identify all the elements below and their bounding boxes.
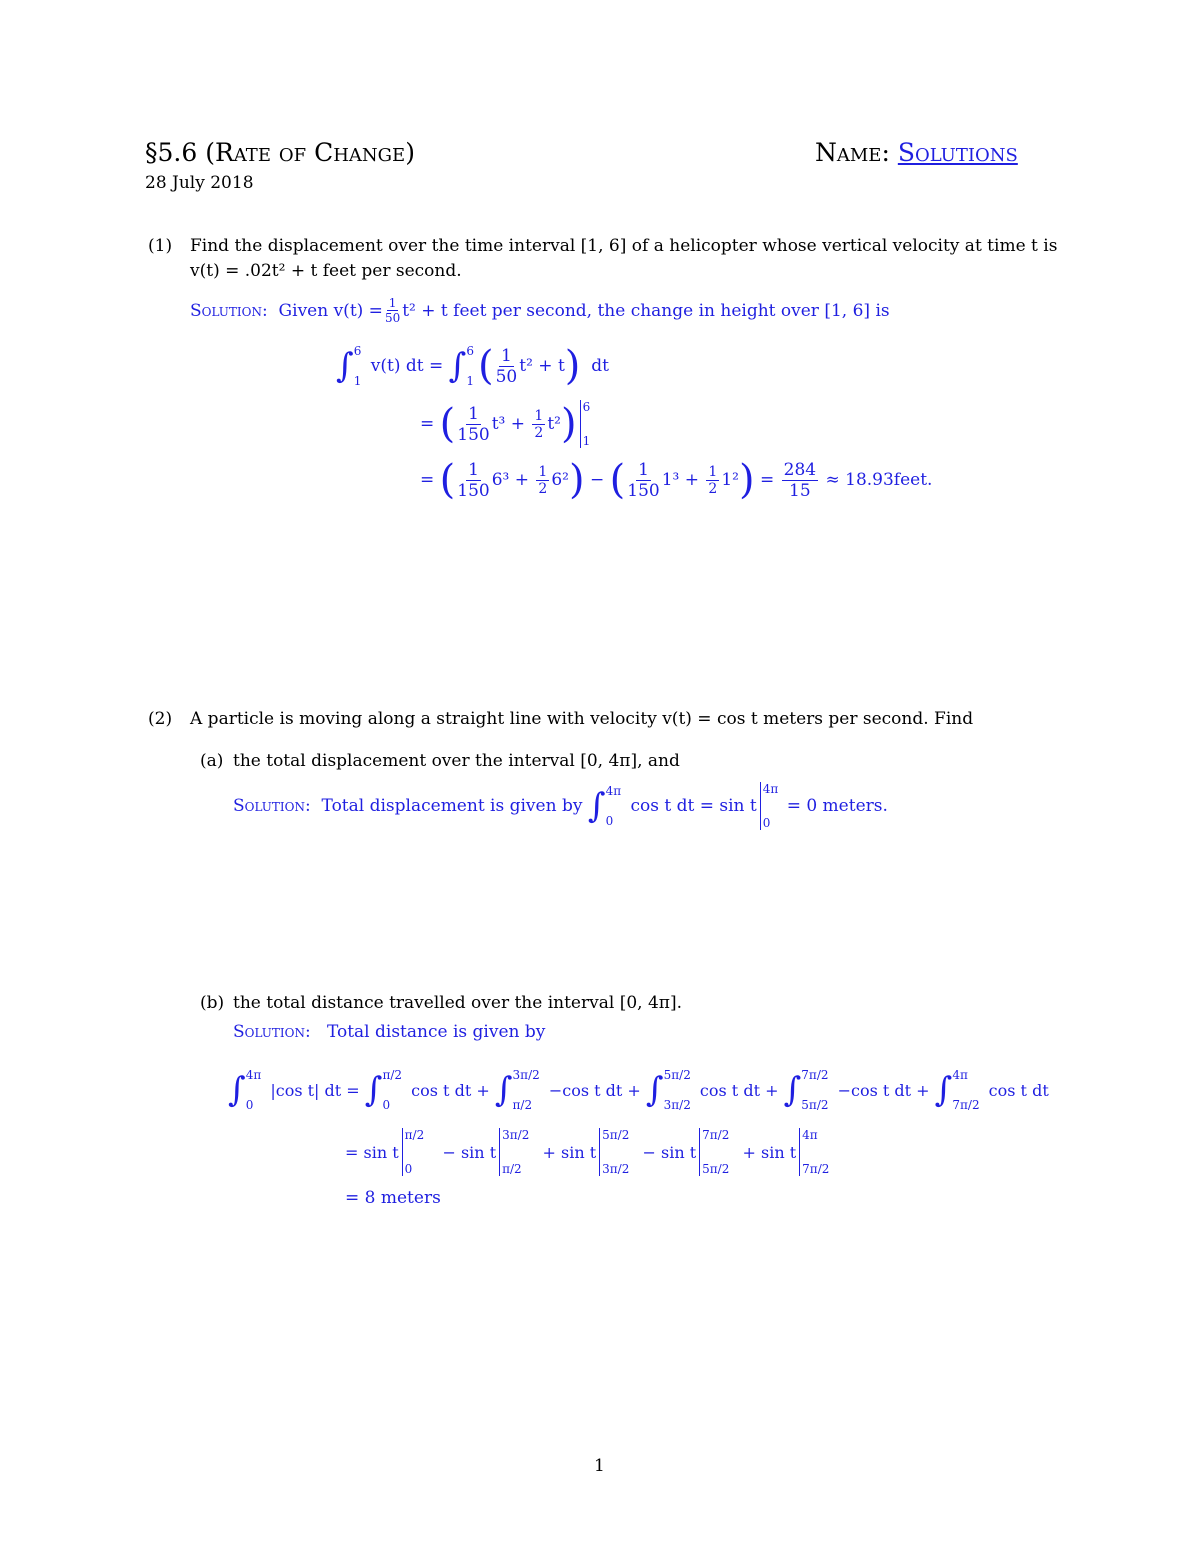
integral-line-1: ∫ 6 1 v(t) dt = ∫ 6 1 ( $\frac{1}{50}$ t² + t ) dt (336, 343, 609, 389)
solution-label: Solution: (233, 796, 311, 816)
distance-integral-line-2: = sin t π/2 0 − sin t 3π/2 π/2 + sin t 5π/2 3π/2 − sin t 7π/2 5π/2 + sin t 4π 7π/2 (345, 1128, 830, 1176)
part-a-result: = 0 meters. (786, 796, 888, 816)
solution-intro: Given v(t) = (278, 300, 383, 321)
solution-intro: Total distance is given by (326, 1022, 546, 1042)
integral-line-2: = ( $\frac{1}{150}$ t³ + $\frac{1}{2}$ t² ) 6 1 (420, 400, 591, 448)
name-label: Name: (815, 138, 890, 167)
section-title: (Rate of Change) (205, 138, 415, 167)
document-date: 28 July 2018 (145, 173, 254, 193)
distance-integral-line-1: ∫ 4π 0 |cos t| dt = ∫ π/2 0 cos t dt + ∫ 3π/2 π/2 −cos t dt + ∫ 5π/2 3π/2 cos t dt + ∫ 7π/2 5π/2 −cos t dt + ∫ 4π 7π/2 cos t dt (228, 1068, 1049, 1112)
problem-2-text: A particle is moving along a straight line with velocity v(t) = cos t meters per second. Find (190, 709, 974, 729)
part-a-label: (a) (200, 751, 224, 771)
solution-intro: Total displacement is given by (321, 796, 583, 816)
integral-limits: 6 1 (466, 344, 474, 388)
frac-num: 1 (388, 296, 397, 310)
part-a-solution: Solution: Total displacement is given by ∫ 4π 0 cos t dt = sin t 4π 0 = 0 meters. (233, 782, 888, 830)
problem-1-solution (190, 296, 890, 325)
part-a-text: the total displacement over the interval [0, 4π], and (233, 751, 680, 771)
section-number: §5.6 (145, 138, 198, 167)
fraction-1-50 (385, 296, 400, 325)
part-b-solution (233, 1022, 545, 1042)
page-header (145, 138, 415, 167)
page-number: 1 (594, 1456, 605, 1476)
solution-label: Solution: (233, 1022, 311, 1042)
name-value: Solutions (897, 138, 1018, 167)
integral-sign-icon: ∫ (448, 346, 467, 386)
integral-sign-icon: ∫ (336, 346, 354, 386)
integral-limits: 6 1 (353, 344, 362, 388)
frac-den: 50 (384, 311, 401, 325)
solution-continuation: t² + t feet per second, the change in height over [1, 6] is (402, 300, 890, 321)
integral-sign-icon: ∫ (587, 786, 606, 826)
integral-limits: 4π 0 (605, 784, 622, 828)
problem-1-number: (1) (148, 236, 173, 256)
integral-line-3: = ( $\frac{1}{150}$ 6³ + $\frac{1}{2}$ 6² ) − ( $\frac{1}{150}$ 1³ + $\frac{1}{2}$ 1² ) = $\frac{284}{15}$ ≈ 18.93feet. (420, 457, 933, 503)
name-field (815, 138, 1018, 167)
solution-label: Solution: (190, 300, 268, 321)
part-b-text: the total distance travelled over the interval [0, 4π]. (233, 993, 682, 1013)
problem-1-text-line1: Find the displacement over the time interval [1, 6] of a helicopter whose vertical velocity at time t is (190, 236, 1058, 256)
problem-1-result: ≈ 18.93feet. (825, 470, 933, 490)
problem-2-number: (2) (148, 709, 173, 729)
problem-1-text-line2: v(t) = .02t² + t feet per second. (190, 261, 462, 281)
part-b-label: (b) (200, 993, 225, 1013)
part-b-result: = 8 meters (345, 1188, 441, 1208)
